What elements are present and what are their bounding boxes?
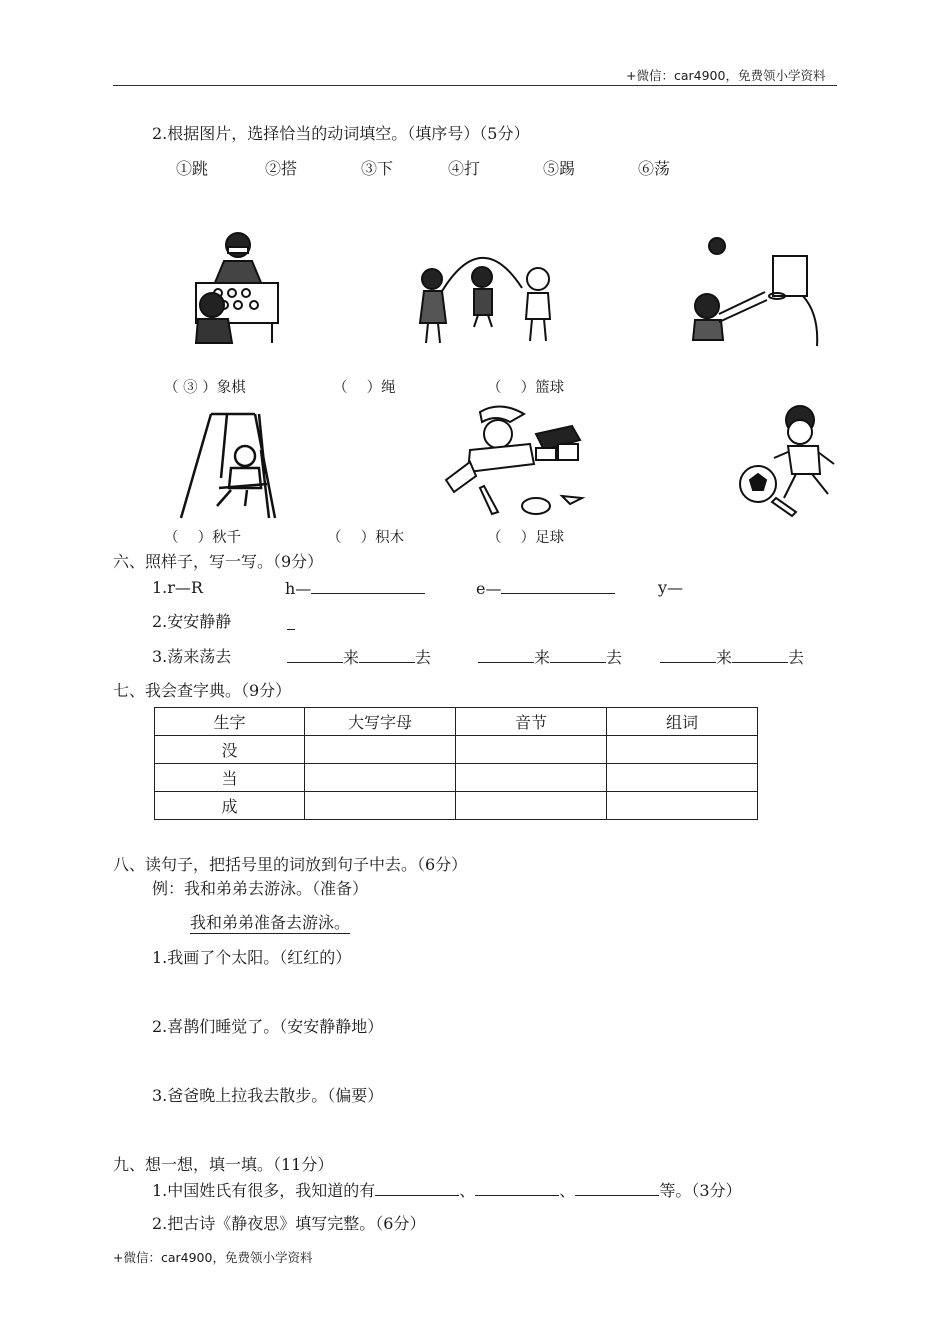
sec6-l3: 3.荡来荡去 <box>152 647 232 666</box>
sec9-l2: 2.把古诗《静夜思》填写完整。（6分） <box>152 1214 426 1233</box>
option-3: ③下 <box>361 159 394 178</box>
sec9-l1 <box>152 1180 742 1201</box>
option-4: ④打 <box>448 159 481 178</box>
sec9-l1-text: 1.中国姓氏有很多，我知道的有 <box>152 1181 376 1200</box>
blank-lai-3[interactable] <box>660 647 716 663</box>
q2-title: 2.根据图片，选择恰当的动词填空。（填序号）（5分） <box>152 124 530 143</box>
answer-cell[interactable] <box>607 792 758 820</box>
header-syllable: 音节 <box>456 708 607 736</box>
swing-illustration <box>175 410 285 522</box>
header-note: +微信：car4900，免费领小学资料 <box>626 68 826 83</box>
char-cell: 当 <box>155 764 305 792</box>
sec6-l1-b-text: h— <box>285 579 312 598</box>
blank-lai-1[interactable] <box>287 647 343 663</box>
answer-cell[interactable] <box>305 736 456 764</box>
sec8-item-2: 2.喜鹊们睡觉了。（安安静静地） <box>152 1017 384 1036</box>
sec8-title: 八、读句子，把括号里的词放到句子中去。（6分） <box>113 855 468 874</box>
caption-blocks: （ ）积木 <box>327 530 405 546</box>
sec6-l3-group-3 <box>660 647 804 668</box>
blank-lai-2[interactable] <box>478 647 534 663</box>
caption-rope: （ ）绳 <box>333 380 396 396</box>
sec6-title: 六、照样子，写一写。（9分） <box>113 552 324 571</box>
sec6-l3-group-2 <box>478 647 622 668</box>
caption-basketball: （ ）篮球 <box>487 380 565 396</box>
answer-cell[interactable] <box>456 736 607 764</box>
sec9-l1-end: 等。（3分） <box>659 1181 742 1200</box>
footer-note: +微信：car4900，免费领小学资料 <box>113 1250 313 1265</box>
qu-2: 去 <box>606 648 623 667</box>
table-header-row <box>155 708 758 736</box>
sec6-l1-c-text: e— <box>476 579 502 598</box>
jump-rope-illustration <box>410 243 560 348</box>
blank-e-upper[interactable] <box>501 578 615 594</box>
answer-cell[interactable] <box>305 764 456 792</box>
sec6-l1-b <box>285 578 425 599</box>
header-char: 生字 <box>155 708 305 736</box>
char-cell: 没 <box>155 736 305 764</box>
blank-surname-2[interactable] <box>475 1180 559 1196</box>
sec8-item-3: 3.爸爸晚上拉我去散步。（偏要） <box>152 1086 384 1105</box>
sec6-l1-d: y— <box>658 578 684 597</box>
basketball-illustration <box>685 234 820 349</box>
blank-qu-2[interactable] <box>550 647 606 663</box>
caption-football: （ ）足球 <box>487 530 565 546</box>
answer-cell[interactable] <box>456 792 607 820</box>
sec7-title: 七、我会查字典。（9分） <box>113 681 292 700</box>
blank-surname-3[interactable] <box>575 1180 659 1196</box>
lai-1: 来 <box>343 648 360 667</box>
chess-illustration <box>188 225 282 347</box>
header-word: 组词 <box>607 708 758 736</box>
header-rule <box>113 85 837 86</box>
sec6-l1-a: 1.r—R <box>152 578 203 597</box>
lai-2: 来 <box>534 648 551 667</box>
answer-cell[interactable] <box>607 736 758 764</box>
sec6-l1-c <box>476 578 615 599</box>
football-illustration <box>736 402 840 520</box>
answer-cell[interactable] <box>305 792 456 820</box>
dictionary-table <box>154 707 758 820</box>
sep-1: 、 <box>459 1181 476 1200</box>
answer-cell[interactable] <box>607 764 758 792</box>
lai-3: 来 <box>716 648 733 667</box>
option-1: ①跳 <box>176 159 209 178</box>
sec8-example-answer: 我和弟弟准备去游泳。 <box>190 913 351 932</box>
blank-surname-1[interactable] <box>375 1180 459 1196</box>
table-row <box>155 764 758 792</box>
option-5: ⑤踢 <box>543 159 576 178</box>
blank-qu-1[interactable] <box>359 647 415 663</box>
caption-swing: （ ）秋千 <box>164 530 242 546</box>
qu-1: 去 <box>415 648 432 667</box>
char-cell: 成 <box>155 792 305 820</box>
table-row <box>155 792 758 820</box>
sec8-item-1: 1.我画了个太阳。（红红的） <box>152 948 352 967</box>
option-6: ⑥荡 <box>638 159 671 178</box>
sec6-l3-group-1 <box>287 647 431 668</box>
building-blocks-illustration <box>440 400 590 520</box>
blank-aabb[interactable] <box>287 614 295 630</box>
sec8-example: 例：我和弟弟去游泳。（准备） <box>152 879 369 898</box>
sec9-title: 九、想一想，填一填。（11分） <box>113 1155 334 1174</box>
answer-cell[interactable] <box>456 764 607 792</box>
qu-3: 去 <box>788 648 805 667</box>
blank-qu-3[interactable] <box>732 647 788 663</box>
sec6-l2: 2.安安静静 <box>152 612 232 631</box>
sep-2: 、 <box>559 1181 576 1200</box>
option-2: ②搭 <box>265 159 298 178</box>
table-row <box>155 736 758 764</box>
blank-h-upper[interactable] <box>311 578 425 594</box>
caption-chess: （ ③ ）象棋 <box>164 380 246 396</box>
header-capital: 大写字母 <box>305 708 456 736</box>
